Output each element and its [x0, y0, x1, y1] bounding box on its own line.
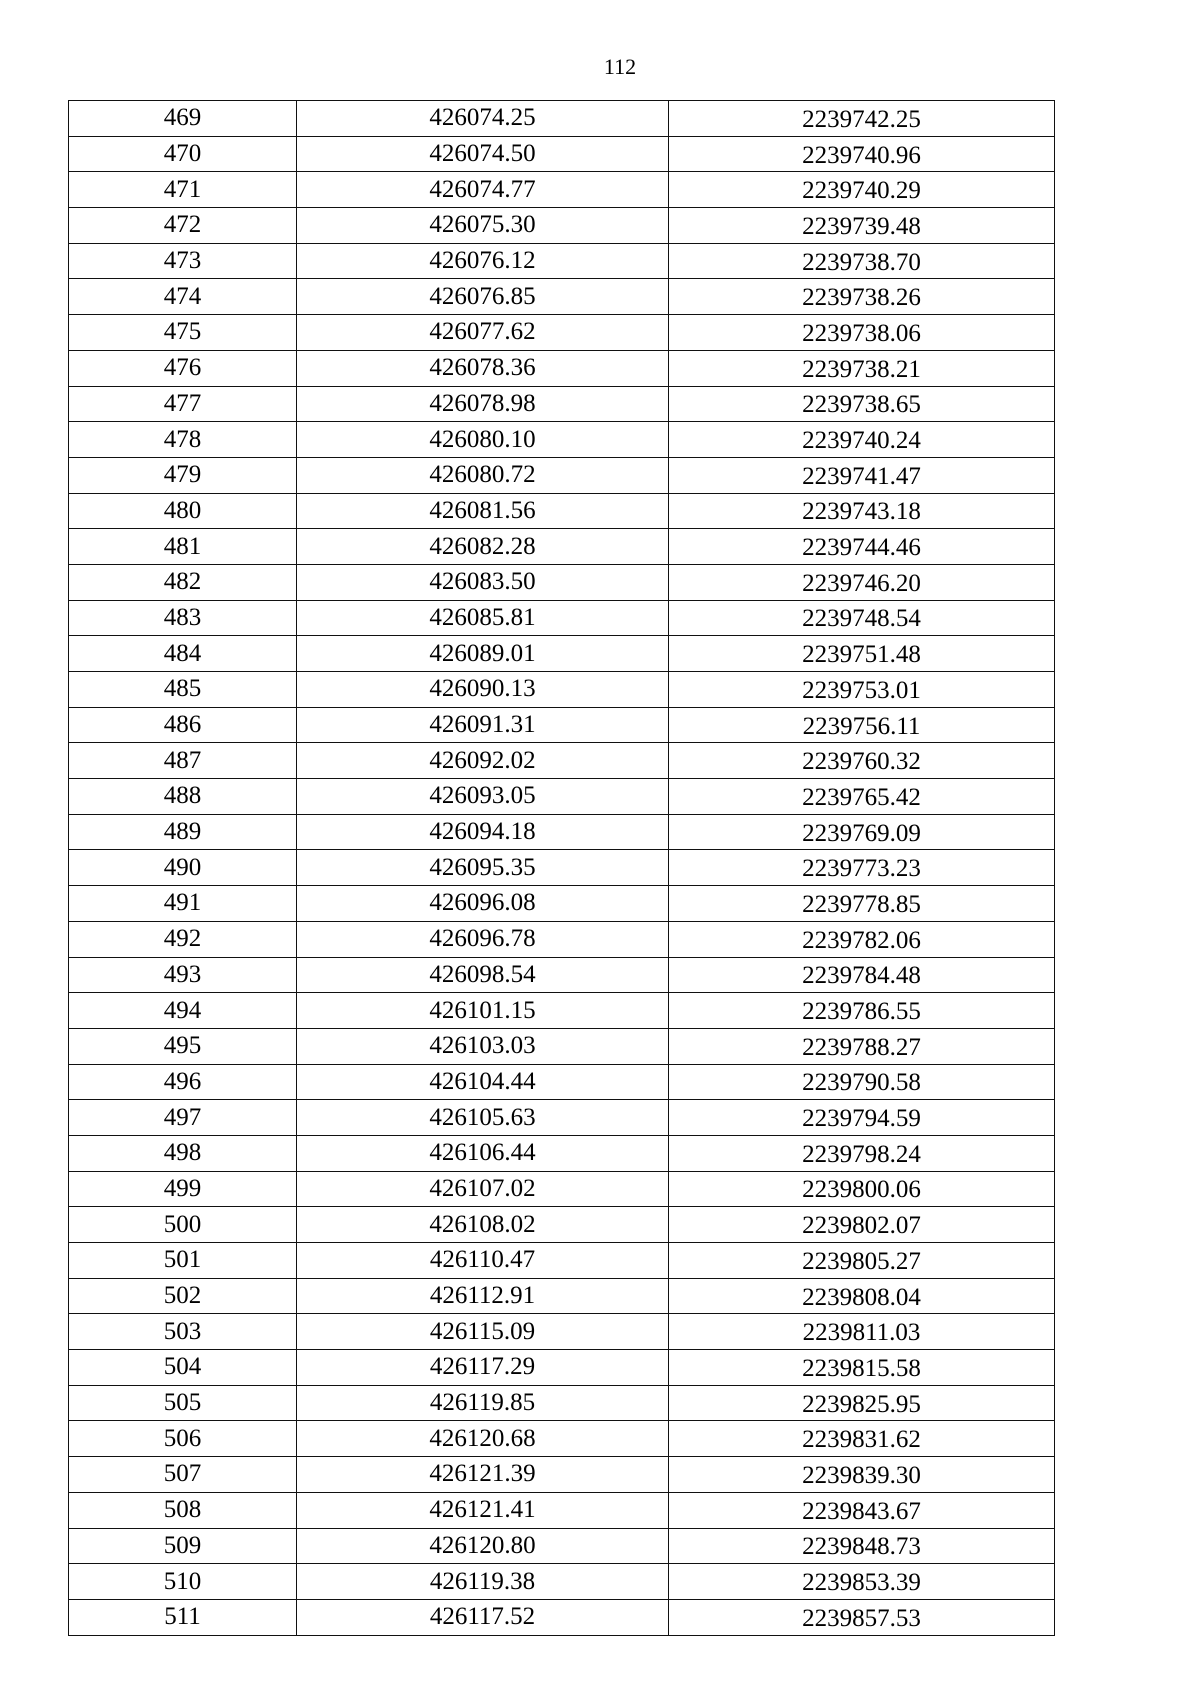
- x-coordinate-cell: 426101.15: [297, 993, 669, 1029]
- y-coordinate-cell: 2239843.67: [669, 1492, 1055, 1528]
- point-number-cell: 481: [69, 529, 297, 565]
- table-row: [69, 1171, 1055, 1207]
- y-coordinate-cell: 2239738.65: [669, 386, 1055, 422]
- y-coordinate-cell: 2239794.59: [669, 1100, 1055, 1136]
- table-row: [69, 707, 1055, 743]
- x-coordinate-cell: 426080.72: [297, 457, 669, 493]
- table-row: [69, 172, 1055, 208]
- x-coordinate-cell: 426077.62: [297, 315, 669, 351]
- x-coordinate-cell: 426081.56: [297, 493, 669, 529]
- table-row: [69, 101, 1055, 137]
- x-coordinate-cell: 426120.80: [297, 1528, 669, 1564]
- point-number-cell: 502: [69, 1278, 297, 1314]
- x-coordinate-cell: 426121.39: [297, 1457, 669, 1493]
- x-coordinate-cell: 426091.31: [297, 707, 669, 743]
- y-coordinate-cell: 2239740.96: [669, 136, 1055, 172]
- table-row: [69, 1100, 1055, 1136]
- y-coordinate-cell: 2239738.26: [669, 279, 1055, 315]
- x-coordinate-cell: 426098.54: [297, 957, 669, 993]
- y-coordinate-cell: 2239769.09: [669, 814, 1055, 850]
- y-coordinate-cell: 2239802.07: [669, 1207, 1055, 1243]
- point-number-cell: 486: [69, 707, 297, 743]
- point-number-cell: 477: [69, 386, 297, 422]
- table-row: [69, 779, 1055, 815]
- y-coordinate-cell: 2239831.62: [669, 1421, 1055, 1457]
- y-coordinate-cell: 2239744.46: [669, 529, 1055, 565]
- point-number-cell: 504: [69, 1350, 297, 1386]
- table-row: [69, 493, 1055, 529]
- point-number-cell: 484: [69, 636, 297, 672]
- y-coordinate-cell: 2239740.29: [669, 172, 1055, 208]
- table-row: [69, 1492, 1055, 1528]
- x-coordinate-cell: 426095.35: [297, 850, 669, 886]
- table-row: [69, 457, 1055, 493]
- point-number-cell: 506: [69, 1421, 297, 1457]
- point-number-cell: 493: [69, 957, 297, 993]
- page-number: 112: [603, 54, 637, 79]
- table-row: [69, 136, 1055, 172]
- x-coordinate-cell: 426096.08: [297, 886, 669, 922]
- point-number-cell: 507: [69, 1457, 297, 1493]
- y-coordinate-cell: 2239746.20: [669, 564, 1055, 600]
- table-row: [69, 636, 1055, 672]
- y-coordinate-cell: 2239786.55: [669, 993, 1055, 1029]
- x-coordinate-cell: 426104.44: [297, 1064, 669, 1100]
- table-row: [69, 386, 1055, 422]
- y-coordinate-cell: 2239741.47: [669, 457, 1055, 493]
- table-row: [69, 1421, 1055, 1457]
- point-number-cell: 474: [69, 279, 297, 315]
- y-coordinate-cell: 2239790.58: [669, 1064, 1055, 1100]
- point-number-cell: 497: [69, 1100, 297, 1136]
- y-coordinate-cell: 2239853.39: [669, 1564, 1055, 1600]
- table-row: [69, 743, 1055, 779]
- x-coordinate-cell: 426078.36: [297, 350, 669, 386]
- y-coordinate-cell: 2239798.24: [669, 1135, 1055, 1171]
- x-coordinate-cell: 426106.44: [297, 1135, 669, 1171]
- y-coordinate-cell: 2239738.06: [669, 315, 1055, 351]
- point-number-cell: 485: [69, 672, 297, 708]
- y-coordinate-cell: 2239743.18: [669, 493, 1055, 529]
- y-coordinate-cell: 2239815.58: [669, 1350, 1055, 1386]
- point-number-cell: 491: [69, 886, 297, 922]
- y-coordinate-cell: 2239742.25: [669, 101, 1055, 137]
- table-row: [69, 529, 1055, 565]
- point-number-cell: 508: [69, 1492, 297, 1528]
- table-row: [69, 600, 1055, 636]
- y-coordinate-cell: 2239739.48: [669, 208, 1055, 244]
- point-number-cell: 475: [69, 315, 297, 351]
- table-row: [69, 1207, 1055, 1243]
- coordinate-table-body: [69, 101, 1055, 1636]
- table-row: [69, 1350, 1055, 1386]
- table-row: [69, 279, 1055, 315]
- x-coordinate-cell: 426074.50: [297, 136, 669, 172]
- point-number-cell: 509: [69, 1528, 297, 1564]
- y-coordinate-cell: 2239782.06: [669, 921, 1055, 957]
- x-coordinate-cell: 426093.05: [297, 779, 669, 815]
- x-coordinate-cell: 426090.13: [297, 672, 669, 708]
- x-coordinate-cell: 426121.41: [297, 1492, 669, 1528]
- x-coordinate-cell: 426119.85: [297, 1385, 669, 1421]
- table-row: [69, 993, 1055, 1029]
- table-row: [69, 1457, 1055, 1493]
- point-number-cell: 495: [69, 1028, 297, 1064]
- x-coordinate-cell: 426074.77: [297, 172, 669, 208]
- table-row: [69, 1243, 1055, 1279]
- x-coordinate-cell: 426082.28: [297, 529, 669, 565]
- table-row: [69, 1135, 1055, 1171]
- y-coordinate-cell: 2239753.01: [669, 672, 1055, 708]
- point-number-cell: 483: [69, 600, 297, 636]
- table-row: [69, 350, 1055, 386]
- y-coordinate-cell: 2239748.54: [669, 600, 1055, 636]
- y-coordinate-cell: 2239765.42: [669, 779, 1055, 815]
- point-number-cell: 473: [69, 243, 297, 279]
- x-coordinate-cell: 426119.38: [297, 1564, 669, 1600]
- x-coordinate-cell: 426076.85: [297, 279, 669, 315]
- point-number-cell: 501: [69, 1243, 297, 1279]
- table-row: [69, 1028, 1055, 1064]
- point-number-cell: 478: [69, 422, 297, 458]
- table-row: [69, 814, 1055, 850]
- table-row: [69, 921, 1055, 957]
- table-row: [69, 422, 1055, 458]
- x-coordinate-cell: 426089.01: [297, 636, 669, 672]
- y-coordinate-cell: 2239805.27: [669, 1243, 1055, 1279]
- table-row: [69, 243, 1055, 279]
- x-coordinate-cell: 426096.78: [297, 921, 669, 957]
- point-number-cell: 498: [69, 1135, 297, 1171]
- table-row: [69, 1385, 1055, 1421]
- point-number-cell: 482: [69, 564, 297, 600]
- point-number-cell: 505: [69, 1385, 297, 1421]
- point-number-cell: 490: [69, 850, 297, 886]
- table-row: [69, 208, 1055, 244]
- point-number-cell: 500: [69, 1207, 297, 1243]
- x-coordinate-cell: 426117.52: [297, 1599, 669, 1635]
- x-coordinate-cell: 426103.03: [297, 1028, 669, 1064]
- y-coordinate-cell: 2239751.48: [669, 636, 1055, 672]
- point-number-cell: 494: [69, 993, 297, 1029]
- y-coordinate-cell: 2239756.11: [669, 707, 1055, 743]
- point-number-cell: 476: [69, 350, 297, 386]
- coordinate-table: [68, 100, 1055, 1636]
- table-row: [69, 1064, 1055, 1100]
- table-row: [69, 850, 1055, 886]
- point-number-cell: 503: [69, 1314, 297, 1350]
- table-row: [69, 886, 1055, 922]
- x-coordinate-cell: 426078.98: [297, 386, 669, 422]
- table-row: [69, 1564, 1055, 1600]
- y-coordinate-cell: 2239825.95: [669, 1385, 1055, 1421]
- y-coordinate-cell: 2239760.32: [669, 743, 1055, 779]
- x-coordinate-cell: 426092.02: [297, 743, 669, 779]
- table-row: [69, 957, 1055, 993]
- point-number-cell: 480: [69, 493, 297, 529]
- x-coordinate-cell: 426107.02: [297, 1171, 669, 1207]
- table-row: [69, 1314, 1055, 1350]
- table-row: [69, 315, 1055, 351]
- y-coordinate-cell: 2239740.24: [669, 422, 1055, 458]
- table-row: [69, 1278, 1055, 1314]
- point-number-cell: 489: [69, 814, 297, 850]
- point-number-cell: 470: [69, 136, 297, 172]
- point-number-cell: 479: [69, 457, 297, 493]
- x-coordinate-cell: 426115.09: [297, 1314, 669, 1350]
- x-coordinate-cell: 426105.63: [297, 1100, 669, 1136]
- point-number-cell: 496: [69, 1064, 297, 1100]
- x-coordinate-cell: 426075.30: [297, 208, 669, 244]
- x-coordinate-cell: 426117.29: [297, 1350, 669, 1386]
- x-coordinate-cell: 426085.81: [297, 600, 669, 636]
- y-coordinate-cell: 2239738.70: [669, 243, 1055, 279]
- x-coordinate-cell: 426108.02: [297, 1207, 669, 1243]
- y-coordinate-cell: 2239857.53: [669, 1599, 1055, 1635]
- table-row: [69, 672, 1055, 708]
- x-coordinate-cell: 426083.50: [297, 564, 669, 600]
- y-coordinate-cell: 2239808.04: [669, 1278, 1055, 1314]
- y-coordinate-cell: 2239800.06: [669, 1171, 1055, 1207]
- point-number-cell: 492: [69, 921, 297, 957]
- y-coordinate-cell: 2239811.03: [669, 1314, 1055, 1350]
- x-coordinate-cell: 426110.47: [297, 1243, 669, 1279]
- x-coordinate-cell: 426080.10: [297, 422, 669, 458]
- y-coordinate-cell: 2239773.23: [669, 850, 1055, 886]
- point-number-cell: 488: [69, 779, 297, 815]
- point-number-cell: 472: [69, 208, 297, 244]
- x-coordinate-cell: 426076.12: [297, 243, 669, 279]
- point-number-cell: 511: [69, 1599, 297, 1635]
- point-number-cell: 499: [69, 1171, 297, 1207]
- table-row: [69, 564, 1055, 600]
- x-coordinate-cell: 426112.91: [297, 1278, 669, 1314]
- y-coordinate-cell: 2239784.48: [669, 957, 1055, 993]
- y-coordinate-cell: 2239778.85: [669, 886, 1055, 922]
- point-number-cell: 510: [69, 1564, 297, 1600]
- point-number-cell: 471: [69, 172, 297, 208]
- x-coordinate-cell: 426120.68: [297, 1421, 669, 1457]
- y-coordinate-cell: 2239788.27: [669, 1028, 1055, 1064]
- point-number-cell: 469: [69, 101, 297, 137]
- table-row: [69, 1599, 1055, 1635]
- y-coordinate-cell: 2239839.30: [669, 1457, 1055, 1493]
- x-coordinate-cell: 426074.25: [297, 101, 669, 137]
- coordinate-table-container: [68, 100, 1054, 1636]
- table-row: [69, 1528, 1055, 1564]
- point-number-cell: 487: [69, 743, 297, 779]
- y-coordinate-cell: 2239848.73: [669, 1528, 1055, 1564]
- y-coordinate-cell: 2239738.21: [669, 350, 1055, 386]
- x-coordinate-cell: 426094.18: [297, 814, 669, 850]
